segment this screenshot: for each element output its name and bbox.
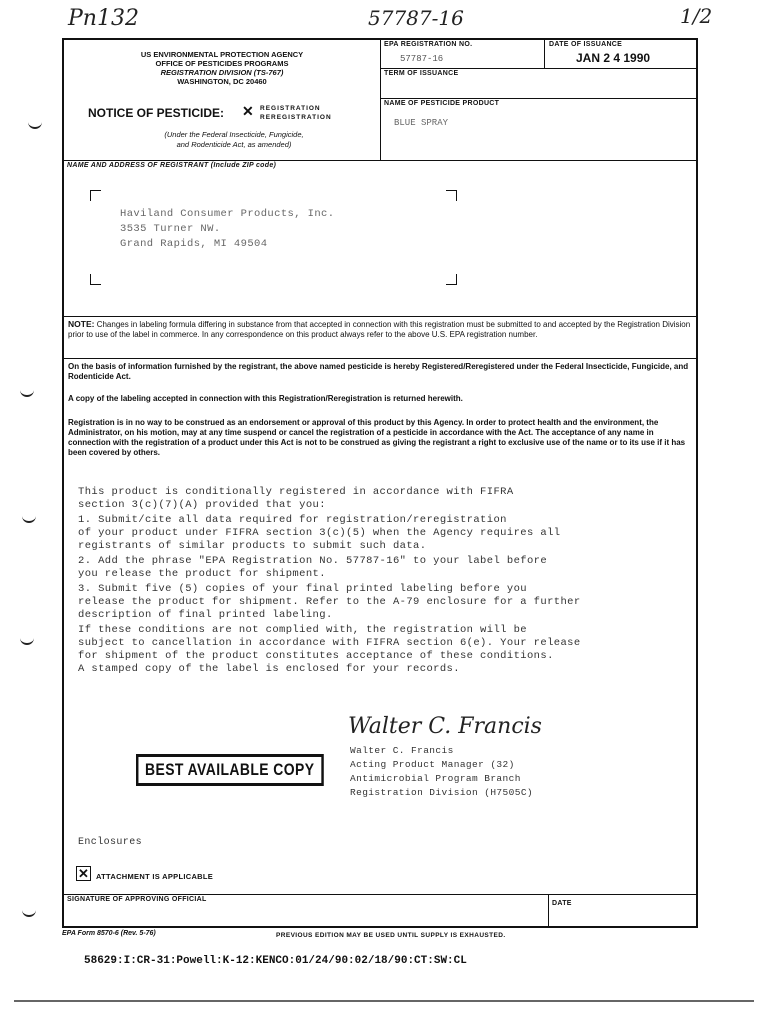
product-divider <box>380 98 696 99</box>
typed-line: release the product for shipment. Refer to the A-79 enclosure for a further <box>78 596 581 608</box>
agency-name: US ENVIRONMENTAL PROTECTION AGENCY <box>140 50 304 59</box>
form-identifier: EPA Form 8570-6 (Rev. 5-76) <box>62 930 156 937</box>
handwritten-registration-number: 57787-16 <box>368 6 464 30</box>
typed-line: section 3(c)(7)(A) provided that you: <box>78 499 326 511</box>
registrant-label: NAME AND ADDRESS OF REGISTRANT (Include ZIP code) <box>67 162 277 169</box>
typed-line: you release the product for shipment. <box>78 568 326 580</box>
typed-line: This product is conditionally registered in accordance with FIFRA <box>78 486 514 498</box>
option-registration: REGISTRATION <box>260 105 321 112</box>
scan-edge-line <box>14 1000 754 1002</box>
term-divider <box>380 68 696 69</box>
disclaimer-statement: Registration is in no way to be construed as an endorsement or approval of this product by this Agency. In order to protect health and the environment, the Administrator, on his motion, may at any time suspend or cancel the registration of a pesticide in accordance with the Act. The acceptance of any name in connection with the registration of a product under this Act is not to be construed as giving the registrant a right to exclusive use of the name or to its use if it has been covered by others. <box>68 418 686 457</box>
handwritten-page-number: 1/2 <box>680 4 713 28</box>
labeling-statement: A copy of the labeling accepted in connection with this Registration/Reregistration is returned herewith. <box>68 394 463 403</box>
punch-mark <box>20 388 34 397</box>
typed-line: description of final printed labeling. <box>78 609 333 621</box>
handwritten-signature: Walter C. Francis <box>348 714 542 739</box>
authority-line-1: (Under the Federal Insecticide, Fungicide, <box>164 130 304 139</box>
punch-mark <box>22 514 36 523</box>
signer-title: Acting Product Manager (32) <box>350 759 515 770</box>
approval-date-label: DATE <box>552 900 572 907</box>
registration-number-value: 57787-16 <box>400 54 444 64</box>
signer-branch: Antimicrobial Program Branch <box>350 773 521 784</box>
previous-edition-note: PREVIOUS EDITION MAY BE USED UNTIL SUPPLY IS EXHAUSTED. <box>276 932 506 939</box>
registrant-name: Haviland Consumer Products, Inc. <box>120 208 335 220</box>
typed-line: A stamped copy of the label is enclosed for your records. <box>78 663 460 675</box>
date-of-issuance-label: DATE OF ISSUANCE <box>549 41 623 48</box>
typed-line: of your product under FIFRA section 3(c)(5) when the Agency requires all <box>78 527 561 539</box>
checked-box-icon: ✕ <box>242 103 254 119</box>
attachment-checkbox-icon: ✕ <box>76 866 91 881</box>
signature-row-divider <box>64 894 696 895</box>
registrant-street: 3535 Turner NW. <box>120 223 221 235</box>
term-of-issuance-label: TERM OF ISSUANCE <box>384 70 459 77</box>
signer-division: Registration Division (H7505C) <box>350 787 534 798</box>
division-name: REGISTRATION DIVISION (TS-767) <box>160 68 284 77</box>
punch-mark <box>20 636 34 645</box>
address-window-corner <box>90 190 101 201</box>
note-text: Changes in labeling formula differing in substance from that accepted in connection with this registration must be submitted to and accepted by the Registration Division prior to use of the label in commerce. In any correspondence on this product always refer to the above U.S. EPA registration number. <box>68 320 691 339</box>
product-name-value: BLUE SPRAY <box>394 118 449 128</box>
address-window-corner <box>446 190 457 201</box>
attachment-label: ATTACHMENT IS APPLICABLE <box>96 872 214 881</box>
handwritten-file-code: Pn132 <box>68 6 139 31</box>
typed-line: 2. Add the phrase "EPA Registration No. 57787-16" to your label before <box>78 555 548 567</box>
signer-name: Walter C. Francis <box>350 745 454 756</box>
body-divider <box>64 358 696 359</box>
pesticide-notice-form <box>62 38 698 928</box>
notice-title: NOTICE OF PESTICIDE: <box>88 106 225 120</box>
signature-date-divider <box>548 894 549 928</box>
punch-mark <box>22 908 36 917</box>
typed-line: for shipment of the product constitutes acceptance of these conditions. <box>78 650 554 662</box>
option-reregistration: REREGISTRATION <box>260 114 332 121</box>
agency-address: WASHINGTON, DC 20460 <box>177 77 267 86</box>
typed-line: 3. Submit five (5) copies of your final printed labeling before you <box>78 583 527 595</box>
note-divider <box>64 316 696 317</box>
note-label: NOTE: <box>68 319 95 329</box>
punch-mark <box>28 120 42 129</box>
header-divider <box>380 40 381 160</box>
registration-number-label: EPA REGISTRATION NO. <box>384 41 473 48</box>
enclosures-label: Enclosures <box>78 837 143 848</box>
registrant-divider <box>64 160 696 161</box>
office-name: OFFICE OF PESTICIDES PROGRAMS <box>155 59 289 68</box>
date-of-issuance-value: JAN 2 4 1990 <box>576 51 651 65</box>
registrant-city: Grand Rapids, MI 49504 <box>120 238 268 250</box>
typed-line: registrants of similar products to submit such data. <box>78 540 427 552</box>
typed-line: If these conditions are not complied with, the registration will be <box>78 624 527 636</box>
product-name-label: NAME OF PESTICIDE PRODUCT <box>384 100 500 107</box>
registration-statement: On the basis of information furnished by the registrant, the above named pesticide is hereby Registered/Reregistered under the Federal Insecticide, Fungicide, and Rodenticide Act. <box>68 362 689 381</box>
best-available-copy-stamp: BEST AVAILABLE COPY <box>136 754 323 786</box>
date-divider <box>544 40 545 68</box>
address-window-corner <box>446 274 457 285</box>
address-window-corner <box>90 274 101 285</box>
note-paragraph <box>68 319 694 340</box>
typed-line: subject to cancellation in accordance with FIFRA section 6(e). Your release <box>78 637 581 649</box>
approving-signature-label: SIGNATURE OF APPROVING OFFICIAL <box>67 896 207 903</box>
index-line: 58629:I:CR-31:Powell:K-12:KENCO:01/24/90:02/18/90:CT:SW:CL <box>84 955 467 967</box>
typed-line: 1. Submit/cite all data required for registration/reregistration <box>78 514 507 526</box>
authority-line-2: and Rodenticide Act, as amended) <box>176 140 292 149</box>
